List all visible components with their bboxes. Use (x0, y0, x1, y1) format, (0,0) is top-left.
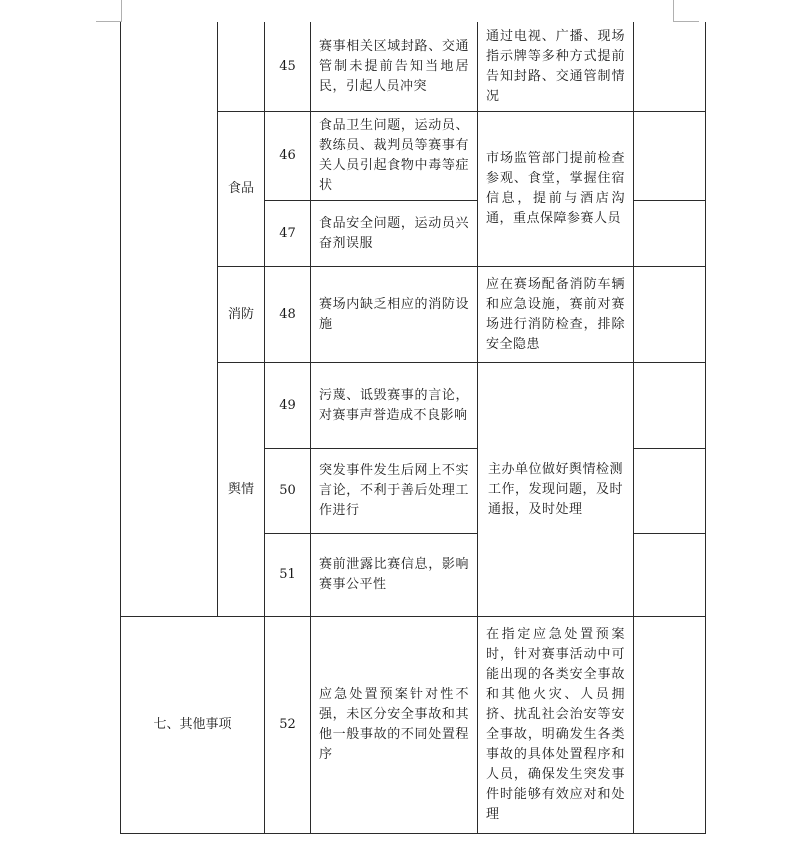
risk-description: 赛事相关区域封路、交通管制未提前告知当地居民，引起人员冲突 (319, 38, 469, 94)
risk-description: 赛前泄露比赛信息，影响赛事公平性 (319, 557, 469, 592)
table-gridline (633, 22, 634, 834)
row-number: 49 (279, 397, 296, 413)
table-border (120, 833, 706, 834)
row-number: 46 (279, 148, 296, 163)
measure-text-opinion: 主办单位做好舆情检测工作，发现问题，及时通报，及时处理 (488, 461, 624, 517)
measure-text: 在指定应急处置预案时，针对赛事活动中可能出现的各类安全事故和其他火灾、人员拥挤、扰乱社会治安等安全事故，明确发生各类事故的具体处置程序和人员，确保发生突发事件时能够有效应对和处理 (486, 627, 625, 822)
row-number: 48 (279, 306, 296, 322)
measure-text: 通过电视、广播、现场指示牌等多种方式提前告知封路、交通管制情况 (486, 28, 625, 104)
table-gridline (633, 533, 706, 534)
table-border (705, 22, 706, 834)
category-food: 食品 (227, 181, 254, 196)
risk-description: 应急处置预案针对性不强，未区分安全事故和其他一般事故的不同处置程序 (319, 687, 469, 762)
measure-text: 应在赛场配备消防车辆和应急设施，赛前对赛场进行消防检查，排除安全隐患 (486, 276, 625, 352)
row-number: 51 (279, 567, 296, 582)
row-number: 45 (279, 58, 296, 74)
row-number: 47 (279, 225, 296, 241)
measure-text-food: 市场监管部门提前检查参观、食堂，掌握住宿信息，提前与酒店沟通，重点保障参赛人员 (486, 151, 625, 226)
row-number: 50 (279, 483, 296, 498)
risk-description: 突发事件发生后网上不实言论，不利于善后处理工作进行 (319, 463, 469, 518)
table-gridline (633, 200, 706, 201)
category-fire: 消防 (227, 306, 254, 322)
risk-description: 食品安全问题，运动员兴奋剂误服 (319, 215, 469, 251)
row-number: 52 (279, 717, 296, 732)
table-gridline (633, 448, 706, 449)
risk-description: 食品卫生问题，运动员、教练员、裁判员等赛事有关人员引起食物中毒等症状 (319, 118, 469, 193)
risk-description: 污蔑、诋毁赛事的言论，对赛事声誉造成不良影响 (319, 387, 469, 423)
section-other: 七、其他事项 (153, 717, 232, 732)
risk-description: 赛场内缺乏相应的消防设施 (319, 296, 469, 332)
category-opinion: 舆情 (227, 481, 254, 497)
